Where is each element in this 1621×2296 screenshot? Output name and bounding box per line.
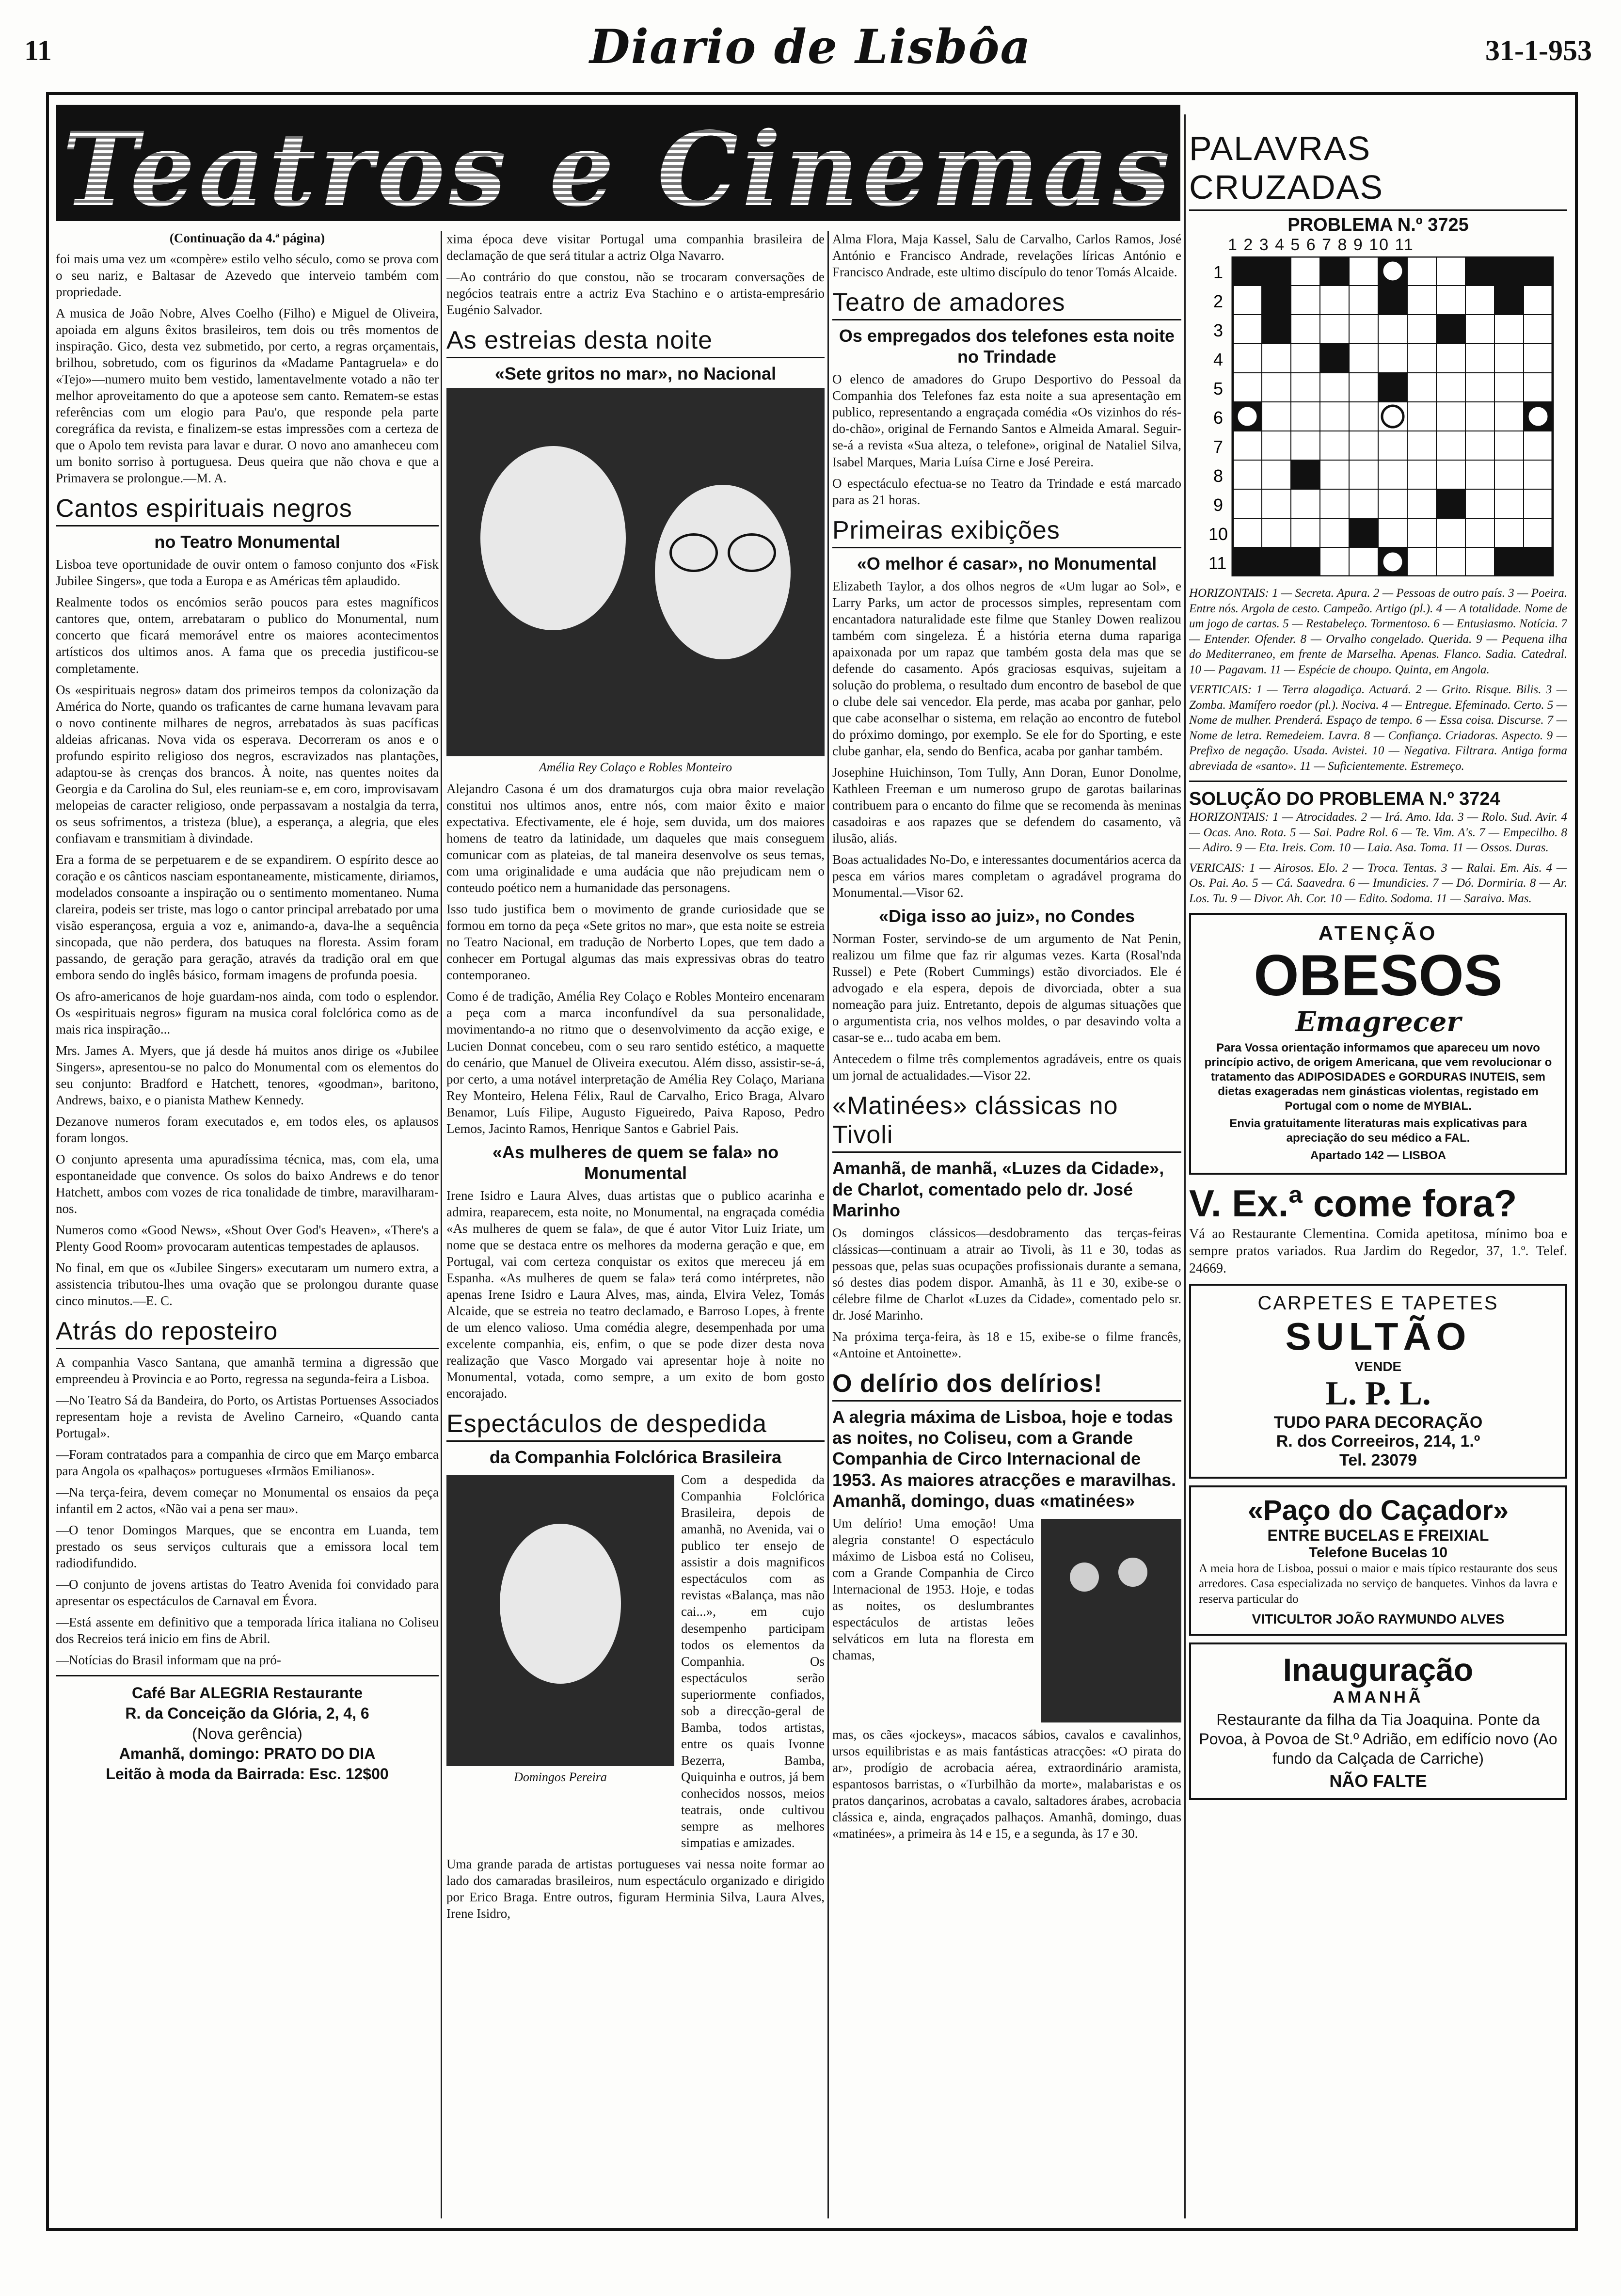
crossword-title: PALAVRAS CRUZADAS <box>1189 129 1384 206</box>
article-text: O conjunto apresenta uma apuradíssima técnica, mas, com ela, uma espontaneidade que convence. Os solos do baixo Andrews e do tenor Hatchett, ambos com vozes de rica tonalidade de timbre, maravilharam-nos. <box>56 1151 439 1216</box>
crossword-problem-number: PROBLEMA N.º 3725 <box>1287 215 1469 235</box>
row-label: 1 <box>1213 262 1224 282</box>
row-label: 6 <box>1213 408 1224 428</box>
ad-paco-cacador <box>1189 1485 1567 1636</box>
photo-domingos-pereira <box>446 1475 674 1766</box>
article-text: Elizabeth Taylor, a dos olhos negros de «Um lugar ao Sol», e Larry Parks, um actor de processos simples, representam com encantadora naturalidade este filme que Stanley Dowen realizou também com singeleza. É a história eterna duma rapariga apaixonada por um rapaz que também gosta dela mas que se defende do casamento. Após graciosas esquivas, sujeitam a solução do problema, o resultado dum encontro de basebol de que o clube dele sai vencedor. Ela perde, mas acaba por ganhar, pelo que cabe aconselhar o sistema, em relação ao encontro de futebol do próximo domingo, por exemplo. Se ele for do Sporting, e este clube ganhar, ela, sendo do Benfica, acaba por ganhar também. <box>832 578 1181 758</box>
crossword-vertical-clues: VERTICAIS: 1 — Terra alagadiça. Actuará. 2 — Grito. Risque. Bilis. 3 — Zomba. Mamífero roedor (pl.). Nociva. 4 — Entregue. Efeminado. Certo. 5 — Nome de mulher. Prenderá. Espaço de tempo. 6 — Essa coisa. Discurse. 7 — Nome de letra. Remedeiem. Lavra. 8 — Confiança. Criadoras. Aspecto. 9 — Prefixo de negação. Usada. Avistei. 10 — Negativa. Filtrara. Antiga forma abreviada de «santo». 11 — Suficientemente. Estremeço. <box>1189 683 1567 773</box>
subheading: «Diga isso ao juiz», no Condes <box>878 906 1135 926</box>
circus-block <box>832 1515 1181 1726</box>
ad-inauguracao <box>1189 1642 1567 1800</box>
article-text: A companhia Vasco Santana, que amanhã termina a digressão que empreendeu à Provincia e ao Porto, regressa na segunda-feira a Lisboa. <box>56 1355 439 1387</box>
photo-caption: Amélia Rey Colaço e Robles Monteiro <box>539 760 732 775</box>
photo-circus <box>1041 1519 1181 1722</box>
article-text: No final, em que os «Jubilee Singers» executaram um numero extra, a assistencia tributou-lhes uma ovação que se prolongou durante quase cinco minutos.—E. C. <box>56 1260 439 1308</box>
article-text: O elenco de amadores do Grupo Desportivo do Pessoal da Companhia dos Telefones faz esta noite a sua apresentação em publico, representando a engraçada comédia «Os vizinhos do rés-do-chão», original de Fernando Santos e Almeida Amaral. Seguir-se-á a revista «Sua alteza, o telefone», original de Nataliel Silva, Isabel Marques, Maria Luísa Cirne e José Pereira. <box>832 372 1181 469</box>
subheading: A alegria máxima de Lisboa, hoje e todas as noites, no Coliseu, com a Grande Companhia de Circo Internacional de 1953. As maiores atracções e maravilhas. Amanhã, domingo, duas «matinées» <box>832 1407 1176 1511</box>
ad-sultao-vende: VENDE <box>1354 1358 1402 1374</box>
glasses-shape <box>669 533 718 572</box>
article-text: Era a forma de se perpetuarem e de se expandirem. O espírito desce ao coração e os cânticos nasciam espontaneamente, misticamente, diriamos, modelados consoante a inspiração ou o sentimento momentaneo. Numa clareira, podeis ser triste, mas logo o cantor principal arrebatado por uma visão esperançosa, erguia a voz e, animando-a, dava-lhe a sequência sincopada, que não perdera, dos batuques na floresta. Assim foram passando, de geração para geração, através da tradição oral em que embora sendo do inglês básico, formam imagens de profunda poesia. <box>56 852 439 982</box>
subheading: Os empregados dos telefones esta noite no Trindade <box>839 326 1175 367</box>
article-text: xima época deve visitar Portugal uma companhia brasileira de declamação de que será titular a actriz Olga Navarro. <box>446 232 825 263</box>
article-text: Mrs. James A. Myers, que já desde há muitos anos dirige os «Jubilee Singers», apresentou-se no palco do Monumental com os elementos do seu conjunto: Bradford e Hatchett, tenores, «goodman», baritono, Andrews, baixo, e o pianista Mathew Kennedy. <box>56 1043 439 1107</box>
ad-cafe-alegria-dish: Leitão à moda da Bairrada: Esc. 12$00 <box>106 1765 389 1783</box>
article-text: Na próxima terça-feira, às 18 e 15, exibe-se o filme francês, «Antoine et Antoinette». <box>832 1329 1181 1361</box>
ad-paco-signature: VITICULTOR JOÃO RAYMUNDO ALVES <box>1252 1611 1505 1627</box>
section-banner <box>56 105 1180 221</box>
subheading: «O melhor é casar», no Monumental <box>857 553 1157 574</box>
subheading: Amanhã, de manhã, «Luzes da Cidade», de Charlot, comentado pelo dr. José Marinho <box>832 1158 1164 1220</box>
ad-obesos-body: Para Vossa orientação informamos que apareceu um novo princípio activo, de origem Americana, que vem revolucionar o tratamento das ADIPOSIDADES e GORDURAS INUTEIS, sem dietas exageradas nem ginásticas violentas, registado em Portugal com o nome de MYBIAL. <box>1204 1041 1552 1113</box>
ad-inauguracao-body: Restaurante da filha da Tia Joaquina. Ponte da Povoa, à Povoa de St.º Adrião, em edifício novo (Ao fundo da Calçada de Carriche) <box>1199 1711 1557 1768</box>
subheading: «As mulheres de quem se fala» no Monumental <box>492 1142 779 1183</box>
folclorica-block <box>446 1471 825 1855</box>
article-text: —Na terça-feira, devem começar no Monumental os ensaios da peça infantil em 2 actos, «Não vai a pena ser mau». <box>56 1485 439 1516</box>
ad-come-fora-body: Vá ao Restaurante Clementina. Comida apetitosa, mínimo boa e sempre pratos variados. Rua Jardim do Regedor, 37, 1.º. Telef. 24669. <box>1189 1227 1567 1276</box>
ad-sultao-address: R. dos Correeiros, 214, 1.º <box>1276 1432 1480 1451</box>
column-2 <box>446 231 825 2223</box>
figure-shape <box>1118 1558 1147 1587</box>
ad-paco-body: A meia hora de Lisboa, possui o maior e mais típico restaurante dos seus arredores. Casa especializada no serviço de banquetes. Vinhos da lavra e reserva particular do <box>1199 1562 1557 1606</box>
article-text: Os afro-americanos de hoje guardam-nos ainda, com todo o esplendor. Os «espirituais negros» figuram na musica coral folclórica como as de mais rica inspiração... <box>56 989 439 1036</box>
ad-come-fora-headline: V. Ex.ª come fora? <box>1189 1182 1517 1225</box>
section-heading-amadores: Teatro de amadores <box>832 288 1181 320</box>
solution-horizontal: HORIZONTAIS: 1 — Atrocidades. 2 — Irá. Amo. Ida. 3 — Rolo. Sud. Avir. 4 — Ocas. Ano. Rota. 5 — Sai. Padre Rol. 6 — Te. Vim. A's. 7 — Empecilho. 8 — Adiro. 9 — Eta. Ireis. Com. 10 — Laia. Asa. Toma. 11 — Ossos. Duras. <box>1189 811 1567 854</box>
ad-inauguracao-title: Inauguração <box>1283 1652 1474 1688</box>
article-text: Lisboa teve oportunidade de ouvir ontem o famoso conjunto dos «Fisk Jubilee Singers», que toda a Europa e as Américas têm aplaudido. <box>56 557 439 589</box>
article-text: —Ao contrário do que constou, não se trocaram conversações de negócios teatrais entre a actriz Eva Stachino e o artista-empresário Eugénio Salvador. <box>446 270 825 318</box>
column-3 <box>832 231 1181 2223</box>
article-text: Com a despedida da Companhia Folclórica Brasileira, depois de amanhã, no Avenida, vai o publico ter ensejo de assistir a dois magnificos espectáculos com as revistas «Balança, mas não cai...», em cujo desempenho participam todos os elementos da Companhia. Os espectáculos serão superiormente confiados, sob a direcção-geral de Bamba, todos artistas, entre os quais Ivonne Bezerra, Bamba, Quiquinha e outros, já bem conhecidos nossos, meios teatrais, onde cultivou sempre as melhores simpatias e amizades. <box>681 1472 825 1850</box>
article-text: Isso tudo justifica bem o movimento de grande curiosidade que se formou em torno da peça «Sete gritos no mar», que esta noite se estreia no Teatro Nacional, em tradução de Norberto Lopes, que tem dado a conhecer em Portugal algumas das mais expressivas obras do teatro contemporaneo. <box>446 902 825 983</box>
section-heading-primeiras: Primeiras exibições <box>832 516 1181 548</box>
issue-date: 31-1-953 <box>1485 34 1592 66</box>
ad-paco-location: ENTRE BUCELAS E FREIXIAL <box>1267 1526 1489 1544</box>
row-label: 5 <box>1213 379 1224 399</box>
article-text: O espectáculo efectua-se no Teatro da Trindade e está marcado para as 21 horas. <box>832 476 1181 507</box>
ad-paco-phone: Telefone Bucelas 10 <box>1308 1544 1448 1561</box>
photo-amelia-robles <box>446 388 825 756</box>
subheading: da Companhia Folclórica Brasileira <box>489 1447 782 1467</box>
solution-vertical: VERICAIS: 1 — Airosos. Elo. 2 — Troca. Tentas. 3 — Ralai. Em. Ais. 4 — Os. Pai. Ao. 5 — Cá. Saavedra. 6 — Imundicies. 7 — Dó. Dormiria. 8 — Ar. Los. Tu. 9 — Divor. Ah. Cor. 10 — Edito. Sodoma. 11 — Saraiva. Mas. <box>1189 861 1567 905</box>
glasses-shape <box>728 533 776 572</box>
article-text: —Notícias do Brasil informam que na pró- <box>56 1653 281 1668</box>
divider <box>56 1675 439 1676</box>
article-text: Norman Foster, servindo-se de um argumento de Nat Penin, realizou um filme que faz rir algumas vezes. Karta (Rosal'nda Russel) e Pete (Robert Cummings) estão divorciados. Ele é advogado e ela espera, depois de divorciada, obter a sua nomeação para juiz. Entretanto, depois de algumas situações que o argumentista cria, nos velhos moldes, o par desavindo volta a casar-se e... tudo acaba em bem. <box>832 931 1181 1045</box>
ad-paco-name: «Paço do Caçador» <box>1247 1494 1509 1526</box>
article-text: Os «espirituais negros» datam dos primeiros tempos da colonização da América do Norte, quando os traficantes de carne humana levavam para o novo continente milhares de negros, arrebatados às suas pacíficas aldeias africanas. Nova vida os esperava. Decorreram os anos e o profundo espirito religioso dos negros, escravizados nas plantações, adaptou-se às crenças dos brancos. À noite, nas quentes noites da Georgia e da Carolina do Sul, eles reuniam-se e, em coro, improvisavam melopeias de caracter religioso, onde perpassavam a nostalgia da terra, os seus sofrimentos, a tristeza (blue), a esperança, a alegria, que eles confiavam e transmitiam à divindade. <box>56 682 439 845</box>
ad-sultao-phone: Tel. 23079 <box>1339 1451 1417 1469</box>
column-4 <box>1189 95 1567 2223</box>
article-text: —No Teatro Sá da Bandeira, do Porto, os Artistas Portuenses Associados representam hoje a revista de Avelino Carneiro, «Quando canta Portugal». <box>56 1393 439 1441</box>
figure-shape <box>1070 1563 1099 1592</box>
ad-sultao-lpl: L. P. L. <box>1325 1374 1431 1412</box>
portrait-man <box>655 485 791 659</box>
ad-sultao <box>1189 1284 1567 1479</box>
photo-domingos-wrap <box>446 1471 674 1855</box>
crossword-grid <box>1208 256 1562 576</box>
row-label: 3 <box>1213 320 1224 340</box>
grid-row-labels <box>1208 262 1228 573</box>
page-number: 11 <box>24 34 52 66</box>
article-text: —O tenor Domingos Marques, que se encontra em Luanda, tem prestado os seus serviços culturais que a emissora local tem radiodifundido. <box>56 1523 439 1571</box>
portrait-man <box>500 1524 621 1684</box>
solution-title: SOLUÇÃO DO PROBLEMA N.º 3724 <box>1189 789 1500 809</box>
article-text: Numeros como «Good News», «Shout Over God's Heaven», «There's a Plenty Good Room» provocaram autenticas tempestades de aplausos. <box>56 1223 439 1254</box>
article-text: —Foram contratados para a companhia de circo que em Março embarca para Angola os «palhaços» portugueses «Irmãos Emilianos». <box>56 1447 439 1479</box>
article-text: —Está assente em definitivo que a temporada lírica italiana no Coliseu dos Recreios terá inicio em fins de Abril. <box>56 1615 439 1646</box>
ad-cafe-alegria-name: Café Bar ALEGRIA Restaurante <box>132 1684 363 1702</box>
article-text: Os domingos clássicos—desdobramento das terças-feiras clássicas—continuam a atrair ao Tivoli, às 11 e 30, todas as pessoas que, pelas suas ocupações profissionais durante a semana, só destes dias podem dispor. Amanhã, às 11 e 30, exibe-se o célebre filme de Charlot «Luzes da Cidade», comentado pelo sr. dr. José Marinho. <box>832 1225 1181 1323</box>
continuation-note: (Continuação da 4.ª página) <box>169 231 325 245</box>
grid-cells <box>1233 256 1553 576</box>
article-text: Realmente todos os encómios serão poucos para estes magníficos cantores que, ontem, arrebataram o publico do Monumental, num concerto que ficará memorável entre os maiores acontecimentos artísticos dos ultimos anos. A fama que os precedia justificou-se completamente. <box>56 595 439 676</box>
subheading: no Teatro Monumental <box>154 532 340 552</box>
ad-sultao-line1: CARPETES E TAPETES <box>1257 1292 1499 1314</box>
article-text: Josephine Huichinson, Tom Tully, Ann Doran, Eunor Donolme, Kathleen Freeman e um numeroso grupo de garotas bailarinas contribuem para o encanto do filme que se recomenda às meninas casadoiras e aos rapazes que se defendem do casamento, vã ilusão, aliás. <box>832 765 1181 845</box>
article-text: foi mais uma vez um «compère» estilo velho século, como se prova com o seu nariz, e Baltasar de Azevedo que interveio também com propriedade. <box>56 252 439 300</box>
section-heading-matinees: «Matinées» clássicas no Tivoli <box>832 1091 1181 1153</box>
section-heading-despedida: Espectáculos de despedida <box>446 1409 825 1442</box>
subheading: «Sete gritos no mar», no Nacional <box>494 364 777 384</box>
article-text: Alma Flora, Maja Kassel, Salu de Carvalho, Carlos Ramos, José António e Francisco Andrade, revelações líricas António e Francisco Andrade, este ultimo discípulo do tenor Tomás Alcaide. <box>832 232 1181 280</box>
article-text: Um delírio! Uma emoção! Uma alegria constante! O espectáculo máximo de Lisboa está no Coliseu, com a Grande Companhia de Circo Internacional de 1953. Hoje, e todas as noites, os deslumbrantes espectáculos de artistas leões selváticos em luta na floresta em chamas, <box>832 1515 1034 1663</box>
page-frame <box>46 92 1578 2231</box>
ad-sultao-slogan: TUDO PARA DECORAÇÃO <box>1273 1413 1483 1432</box>
ad-obesos-address: Apartado 142 — LISBOA <box>1310 1149 1446 1162</box>
article-text: Irene Isidro e Laura Alves, duas artistas que o publico acarinha e admira, reaparecem, esta noite, no Monumental, na engraçada comédia «As mulheres de quem se fala», de que é autor Vitor Luiz Iriate, um nome que se destaca entre os melhores da moderna geração e que, em Portugal, vai com certeza conquistar os exitos que mereceu já em Espanha. «As mulheres de quem se fala» terá como intérpretes, não apenas Irene Isidro e Laura Alves, mas, ainda, Elvira Velez, Tomás Alcaide, que se estreia no teatro declamado, e Barroso Lopes, à frente de um elenco valioso. Uma comédia alegre, desempenhada por uma excelente companhia, eis, enfim, o que se pode dizer desta nova realização que Vasco Morgado vai apresentar hoje à noite no Monumental, votada, como sempre, a um exito de bom gosto encorajado. <box>446 1188 825 1401</box>
row-label: 11 <box>1208 553 1227 573</box>
ad-obesos-subhead: Emagrecer <box>1295 1006 1461 1038</box>
column-divider <box>441 231 442 2218</box>
ad-cafe-alegria-note: (Nova gerência) <box>192 1724 302 1742</box>
column-divider <box>827 231 829 2218</box>
row-label: 10 <box>1208 524 1228 544</box>
newspaper-title: Diario de Lisbôa <box>589 19 1032 74</box>
section-heading-estreias: As estreias desta noite <box>446 326 825 358</box>
divider <box>1189 209 1567 211</box>
crossword-column-numbers: 1 2 3 4 5 6 7 8 9 10 11 <box>1228 236 1414 254</box>
crossword-horizontal-clues: HORIZONTAIS: 1 — Secreta. Apura. 2 — Pessoas de outro país. 3 — Poeira. Entre nós. Argola de cesto. Campeão. Artigo (pl.). 4 — A totalidade. Nome de um jogo de cartas. 5 — Restabeleço. Tormentoso. 6 — Entusiasmo. Notícia. 7 — Entender. Ofender. 8 — Orvalho congelado. Querida. 9 — Pequena ilha do Mediterraneo, em frente de Marselha. Apenas. Flanco. Sadia. Catedral. 10 — Pagavam. 11 — Espécie de choupo. Quinta, em Angola. <box>1189 587 1567 676</box>
ad-obesos-headline: OBESOS <box>1254 943 1503 1008</box>
article-text: —O conjunto de jovens artistas do Teatro Avenida foi convidado para apresentar os espectáculos de Carnaval em Évora. <box>56 1577 439 1609</box>
article-text: A musica de João Nobre, Alves Coelho (Filho) e Miguel de Oliveira, apoiada em alguns êxitos brasileiros, tem dois ou três momentos de inspiração. Gico, desta vez submetido, por certo, a regras orçamentais, brilhou, sobretudo, com os figurinos da «Madame Pantagruela» e do «Tejo»—numero muito bem vestido, lamentavelmente votado a não ter melhor aproveitamento do que a apoteose sem canto. Rematem-se estas referências com um elogio para Pau'o, que responde pela parte coregráfica da revista, e finalizem-se estas impressões com a certeza de que o Apolo tem revista para lavar e durar. O novo ano amanheceu com um bonito sorriso à portuguesa. Deus queira que não chova e que a Primavera se prolongue.—M. A. <box>56 306 439 486</box>
section-heading-delirio: O delírio dos delírios! <box>832 1369 1181 1402</box>
article-text: Uma grande parada de artistas portugueses vai nessa noite formar ao lado dos camaradas brasileiros, num espectáculo organizado e dirigido por Erico Braga. Entre outros, figuram Herminia Silva, Laura Alves, Irene Isidro, <box>446 1856 825 1921</box>
article-text: Antecedem o filme três complementos agradáveis, entre os quais um jornal de actualidades.—Visor 22. <box>832 1052 1181 1083</box>
portrait-woman <box>480 446 626 630</box>
ad-inauguracao-date: AMANHÃ <box>1333 1688 1424 1707</box>
row-label: 7 <box>1213 437 1224 457</box>
section-heading-reposteiro: Atrás do reposteiro <box>56 1317 439 1349</box>
article-text: Como é de tradição, Amélia Rey Colaço e Robles Monteiro encenaram a peça com a marca inconfundível da sua personalidade, movimentando-a no ritmo que o desenvolvimento da acção exige, e Lucien Donnat concebeu, com o seu raro sentido estético, a maquette do cenário, que Manuel de Oliveira executou. Além disso, assistir-se-á, por certo, a uma notável interpretação de Amélia Rey Colaço, Mariana Rey Monteiro, Helena Félix, Raul de Carvalho, Erico Braga, Alvaro Benamor, Luís Filipe, Augusto Figueiredo, Paiva Raposo, Pedro Lemos, Jacinto Ramos, Henrique Santos e Gabriel Pais. <box>446 989 825 1136</box>
column-divider <box>1184 114 1186 2218</box>
row-label: 2 <box>1213 291 1224 311</box>
article-text: Dezanove numeros foram executados e, em todos eles, os aplausos foram longos. <box>56 1114 439 1145</box>
column-1 <box>56 231 439 2223</box>
banner-title: Teatros e Cinemas <box>56 110 1180 221</box>
section-heading-cantos: Cantos espirituais negros <box>56 494 439 526</box>
ad-obesos <box>1189 913 1567 1175</box>
row-label: 9 <box>1213 495 1224 515</box>
ad-sultao-name: SULTÃO <box>1285 1314 1471 1358</box>
article-text: Alejandro Casona é um dos dramaturgos cuja obra maior revelação constitui nos ultimos anos, entre nós, com maior êxito e maior expectativa. Efectivamente, ele é hoje, sem duvida, um dos maiores homens de teatro da latinidade, um daqueles que mais conseguem comunicar com as plateias, de tal maneira desenvolve os seus temas, com uma originalidade e uma audácia que não prejudicam nem o conteudo poético nem a humanidade das personagens. <box>446 781 825 895</box>
row-label: 8 <box>1213 466 1224 486</box>
article-text: Boas actualidades No-Do, e interessantes documentários acerca da pesca em vários mares completam o agradável programa do Monumental.—Visor 62. <box>832 852 1181 900</box>
article-text: mas, os cães «jockeys», macacos sábios, cavalos e cavalinhos, ursos equilibristas e as mais fantásticas atracções: «O pirata do ar», prodígio de acrobacia aérea, extraordinário aramista, espantosos barristas, o «Turbilhão da morte», malabaristas e os pratos dançarinos, acrobatas a cavalo, saltadores árabes, acrobacia clássica e, ainda, engraçados palhaços. Amanhã, domingo, duas «matinées», a primeira às 14 e 15, e a segunda, às 17 e 30. <box>832 1727 1181 1841</box>
row-label: 4 <box>1213 350 1224 369</box>
ad-obesos-attention: ATENÇÃO <box>1318 922 1438 944</box>
ad-cafe-alegria-address: R. da Conceição da Glória, 2, 4, 6 <box>125 1704 369 1722</box>
ad-obesos-body-2: Envia gratuitamente literaturas mais explicativas para apreciação do seu médico a FAL. <box>1229 1117 1527 1145</box>
photo-caption: Domingos Pereira <box>514 1770 607 1785</box>
ad-cafe-alegria-menu: Amanhã, domingo: PRATO DO DIA <box>119 1745 376 1763</box>
masthead <box>0 0 1621 87</box>
ad-inauguracao-end: NÃO FALTE <box>1329 1771 1427 1791</box>
divider <box>1189 781 1567 782</box>
